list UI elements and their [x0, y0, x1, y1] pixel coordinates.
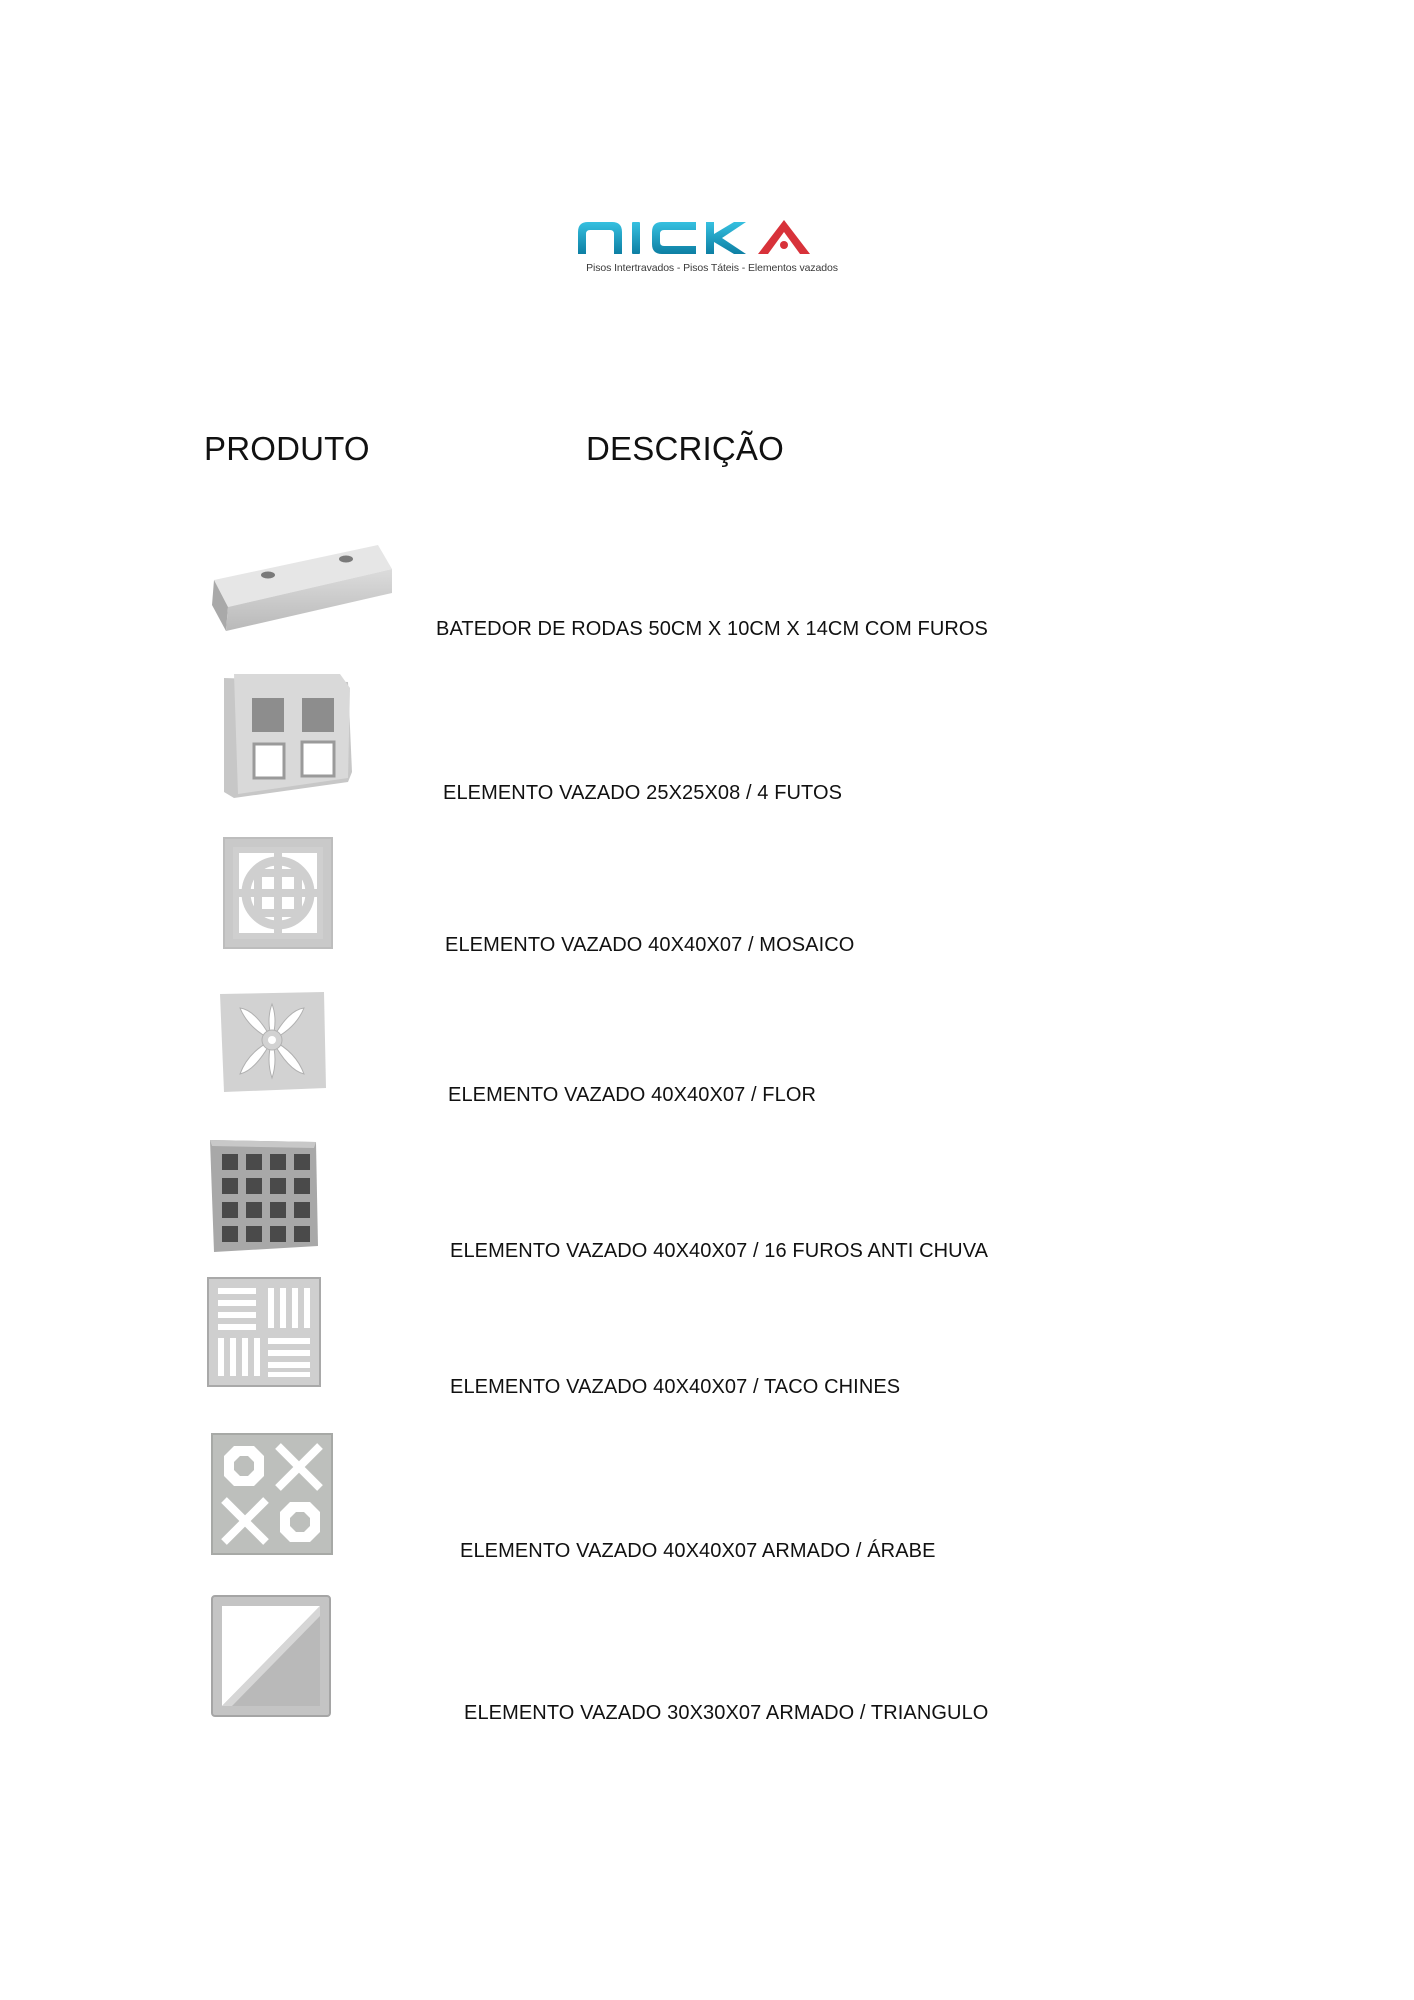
product-description: ELEMENTO VAZADO 40X40X07 / 16 FUROS ANTI CHUVA [450, 1240, 989, 1262]
product-description: ELEMENTO VAZADO 40X40X07 / TACO CHINES [450, 1376, 901, 1398]
product-description: ELEMENTO VAZADO 25X25X08 / 4 FUTOS [443, 782, 843, 804]
header-description: DESCRIÇÃO [586, 430, 784, 467]
product-image-elemento-taco-chines [206, 1276, 322, 1388]
product-description: ELEMENTO VAZADO 40X40X07 / MOSAICO [445, 934, 855, 956]
nicka-logo-mark [572, 212, 852, 262]
product-image-elemento-triangulo [210, 1594, 332, 1718]
brand-logo [572, 212, 852, 278]
product-description: ELEMENTO VAZADO 40X40X07 ARMADO / ÁRABE [460, 1540, 936, 1562]
product-image-elemento-mosaico [222, 836, 334, 950]
product-description: BATEDOR DE RODAS 50CM X 10CM X 14CM COM FUROS [436, 618, 988, 640]
header-product: PRODUTO [204, 430, 370, 467]
product-image-elemento-16-furos [208, 1138, 320, 1252]
product-image-elemento-arabe [210, 1432, 334, 1556]
product-image-elemento-4-furos [218, 672, 354, 798]
product-description: ELEMENTO VAZADO 40X40X07 / FLOR [448, 1084, 817, 1106]
product-image-batedor-de-rodas [208, 535, 396, 643]
brand-tagline: Pisos Intertravados - Pisos Táteis - Elementos vazados [586, 262, 838, 274]
product-image-elemento-flor [216, 990, 328, 1092]
product-description: ELEMENTO VAZADO 30X30X07 ARMADO / TRIANGULO [464, 1702, 989, 1724]
